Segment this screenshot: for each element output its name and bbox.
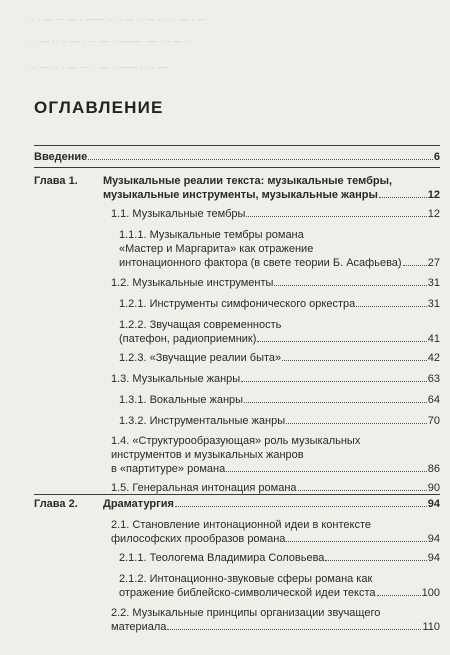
entry-title: 1.2.1. Инструменты симфонического оркестра bbox=[119, 298, 356, 310]
toc-entry-2-1-1[interactable] bbox=[119, 551, 440, 565]
toc-entry-1-2-1[interactable] bbox=[119, 297, 440, 311]
entry-title-line: в «партитуре» романа bbox=[111, 463, 226, 475]
entry-title-line: отражение библейско-символической идеи текста bbox=[119, 587, 376, 599]
entry-title-line: 2.1. Становление интонационной идеи в контексте bbox=[111, 519, 371, 531]
leader-dots bbox=[257, 332, 426, 342]
entry-title-line: «Мастер и Маргарита» как отражение bbox=[119, 243, 314, 255]
leader-dots bbox=[356, 297, 427, 307]
page-number: 12 bbox=[427, 189, 440, 201]
entry-title-line: 1.1.1. Музыкальные тембры романа bbox=[119, 229, 304, 241]
leader-dots bbox=[377, 586, 421, 596]
page-number: 41 bbox=[427, 333, 440, 345]
toc-entry-1-1[interactable] bbox=[111, 207, 440, 221]
divider-rule bbox=[34, 494, 440, 495]
entry-title: 1.5. Генеральная интонация романа bbox=[111, 482, 297, 494]
toc-entry-1-4[interactable] bbox=[111, 434, 440, 476]
entry-title-line: интонационного фактора (в свете теории Б. Асафьева) bbox=[119, 257, 402, 269]
toc-entry-1-1-1[interactable] bbox=[119, 228, 440, 270]
toc-entry-1-2-3[interactable] bbox=[119, 351, 440, 365]
bleed-through-text: — · — ·· ··· — ·· — · ··· —— · — ··· — · ·· bbox=[28, 14, 207, 25]
page-number: 94 bbox=[427, 498, 440, 510]
toc-entry-1-2[interactable] bbox=[111, 276, 440, 290]
entry-title-line: 1.2.2. Звучащая современность bbox=[119, 319, 282, 331]
entry-title: Введение bbox=[34, 151, 88, 163]
leader-dots bbox=[246, 207, 426, 217]
page-number: 12 bbox=[427, 208, 440, 220]
entry-title: 1.2.3. «Звучащие реалии быта» bbox=[119, 352, 282, 364]
leader-dots bbox=[88, 150, 433, 160]
toc-entry-1-5[interactable] bbox=[111, 481, 440, 495]
leader-dots bbox=[282, 351, 427, 361]
entry-title-line: материала bbox=[111, 621, 167, 633]
leader-dots bbox=[167, 620, 421, 630]
page-number: 6 bbox=[433, 151, 440, 163]
leader-dots bbox=[244, 393, 427, 403]
page-number: 90 bbox=[427, 482, 440, 494]
entry-title-line: 2.2. Музыкальные принципы организации звучащего bbox=[111, 607, 381, 619]
toc-entry-2-2[interactable] bbox=[111, 606, 440, 634]
leader-dots bbox=[403, 256, 427, 266]
toc-entry-1-3[interactable] bbox=[111, 372, 440, 386]
leader-dots bbox=[241, 372, 427, 382]
entry-title: Драматургия bbox=[103, 498, 174, 510]
entry-title-line: инструментов и музыкальных жанров bbox=[111, 449, 304, 461]
toc-entry-1-2-2[interactable] bbox=[119, 318, 440, 346]
toc-entry-2-1[interactable] bbox=[111, 518, 440, 546]
page-number: 64 bbox=[427, 394, 440, 406]
toc-entry-1-3-2[interactable] bbox=[119, 414, 440, 428]
entry-title: 1.3. Музыкальные жанры bbox=[111, 373, 241, 385]
page-number: 86 bbox=[427, 463, 440, 475]
toc-entry-chapter-2[interactable] bbox=[103, 497, 440, 511]
entry-title: 1.1. Музыкальные тембры bbox=[111, 208, 246, 220]
toc-entry-intro[interactable] bbox=[34, 150, 440, 164]
leader-dots bbox=[379, 188, 427, 198]
entry-title: 1.3.1. Вокальные жанры bbox=[119, 394, 244, 406]
leader-dots bbox=[325, 551, 426, 561]
top-rule bbox=[34, 145, 440, 146]
leader-dots bbox=[286, 532, 426, 542]
page-number: 31 bbox=[427, 277, 440, 289]
chapter-label: Глава 1. bbox=[34, 175, 78, 187]
page-number: 94 bbox=[427, 533, 440, 545]
toc-entry-2-1-2[interactable] bbox=[119, 572, 440, 600]
entry-title-line: 2.1.2. Интонационно-звуковые сферы романа как bbox=[119, 573, 373, 585]
page-number: 110 bbox=[422, 621, 440, 633]
page-number: 70 bbox=[427, 415, 440, 427]
page-number: 94 bbox=[427, 552, 440, 564]
page-number: 31 bbox=[427, 298, 440, 310]
bleed-through-text: — ··· · —— · — ·· ··· — · ·· — ··· bbox=[28, 62, 168, 73]
leader-dots bbox=[274, 276, 426, 286]
divider-rule bbox=[34, 167, 440, 168]
entry-title: 2.1.1. Теологема Владимира Соловьева bbox=[119, 552, 325, 564]
leader-dots bbox=[226, 462, 427, 472]
page-number: 100 bbox=[421, 587, 440, 599]
page-number: 27 bbox=[427, 257, 440, 269]
leader-dots bbox=[298, 481, 427, 491]
entry-title-line: музыкальные инструменты, музыкальные жанры bbox=[103, 189, 378, 201]
bleed-through-text: ·· — ··· — · —— ·· — ··· · — ·· ·· — · · bbox=[28, 36, 192, 47]
leader-dots bbox=[286, 414, 427, 424]
toc-title: ОГЛАВЛЕНИЕ bbox=[34, 98, 164, 117]
entry-title-line: философских прообразов романа bbox=[111, 533, 286, 545]
chapter-label: Глава 2. bbox=[34, 498, 78, 510]
page-number: 63 bbox=[427, 373, 440, 385]
entry-title: 1.3.2. Инструментальные жанры bbox=[119, 415, 286, 427]
toc-entry-1-3-1[interactable] bbox=[119, 393, 440, 407]
entry-title-line: Музыкальные реалии текста: музыкальные тембры, bbox=[103, 175, 393, 187]
leader-dots bbox=[175, 497, 427, 507]
entry-title-line: 1.4. «Структурообразующая» роль музыкальных bbox=[111, 435, 361, 447]
entry-title-line: (патефон, радиоприемник) bbox=[119, 333, 257, 345]
toc-entry-chapter-1[interactable] bbox=[103, 174, 440, 202]
entry-title: 1.2. Музыкальные инструменты bbox=[111, 277, 274, 289]
page-number: 42 bbox=[427, 352, 440, 364]
